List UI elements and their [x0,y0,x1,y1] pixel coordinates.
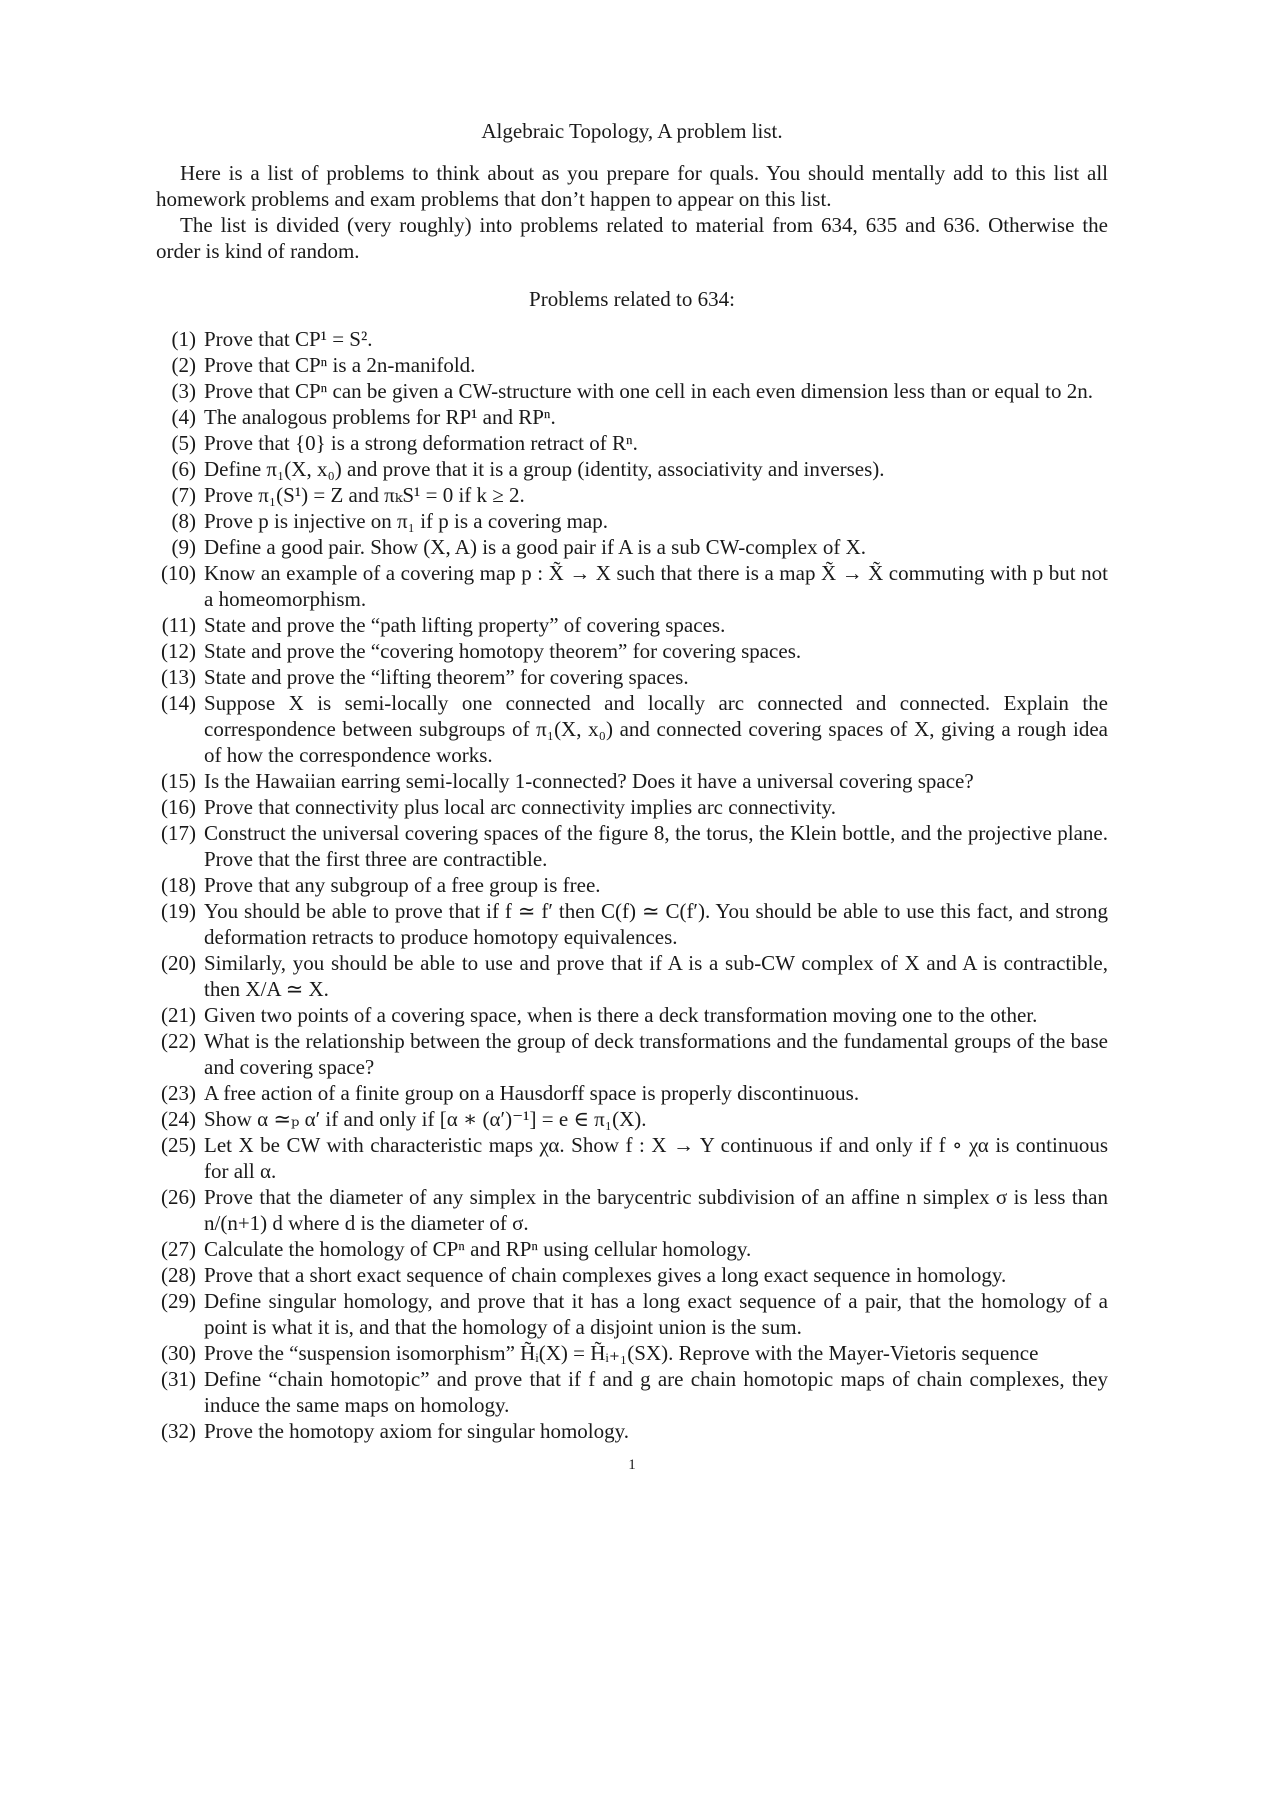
problem-item [156,690,1108,768]
problem-item [156,612,1108,638]
problem-item [156,1288,1108,1340]
problem-text: Prove that the diameter of any simplex in the barycentric subdivision of an affine n simplex σ is less than n/(n+1) d where d is the diameter of σ. [204,1185,1108,1235]
problem-item [156,378,1108,404]
problem-item [156,898,1108,950]
problem-text: Define a good pair. Show (X, A) is a good pair if A is a sub CW-complex of X. [204,535,866,559]
problem-number: (16) [161,795,196,819]
problem-number: (6) [171,457,196,481]
problem-item [156,768,1108,794]
problem-number: (3) [171,379,196,403]
problem-item [156,1080,1108,1106]
problem-item [156,638,1108,664]
problem-item [156,534,1108,560]
problem-number: (30) [161,1341,196,1365]
problem-number: (7) [171,483,196,507]
problem-text: Prove the “suspension isomorphism” H̃ᵢ(X) = H̃ᵢ₊₁(SX). Reprove with the Mayer-Vietoris sequence [204,1341,1039,1365]
problem-number: (22) [161,1029,196,1053]
problem-number: (31) [161,1367,196,1391]
intro-paragraph: The list is divided (very roughly) into problems related to material from 634, 635 and 636. Otherwise the order is kind of random. [156,213,1108,263]
problem-number: (13) [161,665,196,689]
problem-text: Define singular homology, and prove that it has a long exact sequence of a pair, that the homology of a point is what it is, and that the homology of a disjoint union is the sum. [204,1289,1108,1339]
problem-item [156,1002,1108,1028]
document-title: Algebraic Topology, A problem list. [481,119,783,143]
problem-text: Prove the homotopy axiom for singular homology. [204,1419,630,1443]
problem-number: (17) [161,821,196,845]
problem-text: Prove that any subgroup of a free group is free. [204,873,601,897]
problem-number: (19) [161,899,196,923]
problem-item [156,1028,1108,1080]
problem-number: (20) [161,951,196,975]
problem-text: Prove that a short exact sequence of chain complexes gives a long exact sequence in homology. [204,1263,1007,1287]
problem-item [156,1106,1108,1132]
problem-text: What is the relationship between the group of deck transformations and the fundamental groups of the base and covering space? [204,1029,1108,1079]
problem-number: (25) [161,1133,196,1157]
problem-text: The analogous problems for RP¹ and RPⁿ. [204,405,556,429]
problem-number: (14) [161,691,196,715]
problem-number: (15) [161,769,196,793]
problem-number: (2) [171,353,196,377]
problem-item [156,430,1108,456]
problem-text: Prove that connectivity plus local arc connectivity implies arc connectivity. [204,795,836,819]
problem-text: Suppose X is semi-locally one connected and locally arc connected and connected. Explain the correspondence between subgroups of π₁(X, x₀) and connected covering spaces of X, giving a rough idea of how the correspondence works. [204,691,1108,767]
problem-text: Define π₁(X, x₀) and prove that it is a group (identity, associativity and inverses). [204,457,885,481]
problem-number: (5) [171,431,196,455]
problem-text: Given two points of a covering space, when is there a deck transformation moving one to the other. [204,1003,1038,1027]
problem-text: A free action of a finite group on a Hausdorff space is properly discontinuous. [204,1081,860,1105]
problem-text: Prove that CPⁿ is a 2n-manifold. [204,353,476,377]
document-page [156,118,1108,1478]
page-number: 1 [628,1457,636,1473]
problem-item [156,1340,1108,1366]
problem-number: (32) [161,1419,196,1443]
problem-item [156,950,1108,1002]
problem-item [156,404,1108,430]
problem-item [156,794,1108,820]
problem-number: (23) [161,1081,196,1105]
problem-number: (12) [161,639,196,663]
problem-number: (21) [161,1003,196,1027]
problem-item [156,1262,1108,1288]
problem-number: (29) [161,1289,196,1313]
problem-text: Is the Hawaiian earring semi-locally 1-connected? Does it have a universal covering space? [204,769,974,793]
problem-number: (10) [161,561,196,585]
problem-text: Prove that CP¹ = S². [204,327,373,351]
problem-item [156,1236,1108,1262]
problem-item [156,456,1108,482]
problem-number: (24) [161,1107,196,1131]
problem-text: You should be able to prove that if f ≃ f′ then C(f) ≃ C(f′). You should be able to use this fact, and strong deformation retracts to produce homotopy equivalences. [204,899,1108,949]
problem-item [156,352,1108,378]
problem-item [156,326,1108,352]
problem-item [156,872,1108,898]
problem-text: Prove that {0} is a strong deformation retract of Rⁿ. [204,431,638,455]
problem-number: (26) [161,1185,196,1209]
problem-text: Know an example of a covering map p : X̃ → X such that there is a map X̃ → X̃ commuting with p but not a homeomorphism. [204,561,1108,611]
intro-section [156,160,1108,264]
problem-text: Calculate the homology of CPⁿ and RPⁿ using cellular homology. [204,1237,752,1261]
problem-number: (8) [171,509,196,533]
problem-item [156,1132,1108,1184]
problem-text: Prove p is injective on π₁ if p is a covering map. [204,509,609,533]
problem-item [156,482,1108,508]
problem-item [156,664,1108,690]
problem-text: Show α ≃ₚ α′ if and only if [α ∗ (α′)⁻¹] = e ∈ π₁(X). [204,1107,647,1131]
problem-text: State and prove the “lifting theorem” for covering spaces. [204,665,689,689]
section-heading: Problems related to 634: [529,287,735,311]
problem-item [156,1366,1108,1418]
problem-number: (1) [171,327,196,351]
problem-item [156,820,1108,872]
problem-item [156,560,1108,612]
problem-item [156,508,1108,534]
problem-text: Prove π₁(S¹) = Z and πₖS¹ = 0 if k ≥ 2. [204,483,525,507]
problem-number: (28) [161,1263,196,1287]
problem-number: (4) [171,405,196,429]
problem-text: State and prove the “path lifting property” of covering spaces. [204,613,726,637]
problem-text: Let X be CW with characteristic maps χα. Show f : X → Y continuous if and only if f ∘ χα is continuous for all α. [204,1133,1108,1183]
problem-text: Similarly, you should be able to use and prove that if A is a sub-CW complex of X and A is contractible, then X/A ≃ X. [204,951,1108,1001]
problem-text: Prove that CPⁿ can be given a CW-structure with one cell in each even dimension less than or equal to 2n. [204,379,1093,403]
problem-list [156,326,1108,1444]
problem-text: State and prove the “covering homotopy theorem” for covering spaces. [204,639,802,663]
problem-number: (18) [161,873,196,897]
problem-number: (11) [161,613,196,637]
problem-number: (9) [171,535,196,559]
intro-paragraph: Here is a list of problems to think about as you prepare for quals. You should mentally add to this list all homework problems and exam problems that don’t happen to appear on this list. [156,161,1108,211]
problem-item [156,1418,1108,1444]
problem-text: Define “chain homotopic” and prove that if f and g are chain homotopic maps of chain complexes, they induce the same maps on homology. [204,1367,1108,1417]
problem-text: Construct the universal covering spaces of the figure 8, the torus, the Klein bottle, and the projective plane. Prove that the first three are contractible. [204,821,1108,871]
problem-item [156,1184,1108,1236]
problem-number: (27) [161,1237,196,1261]
